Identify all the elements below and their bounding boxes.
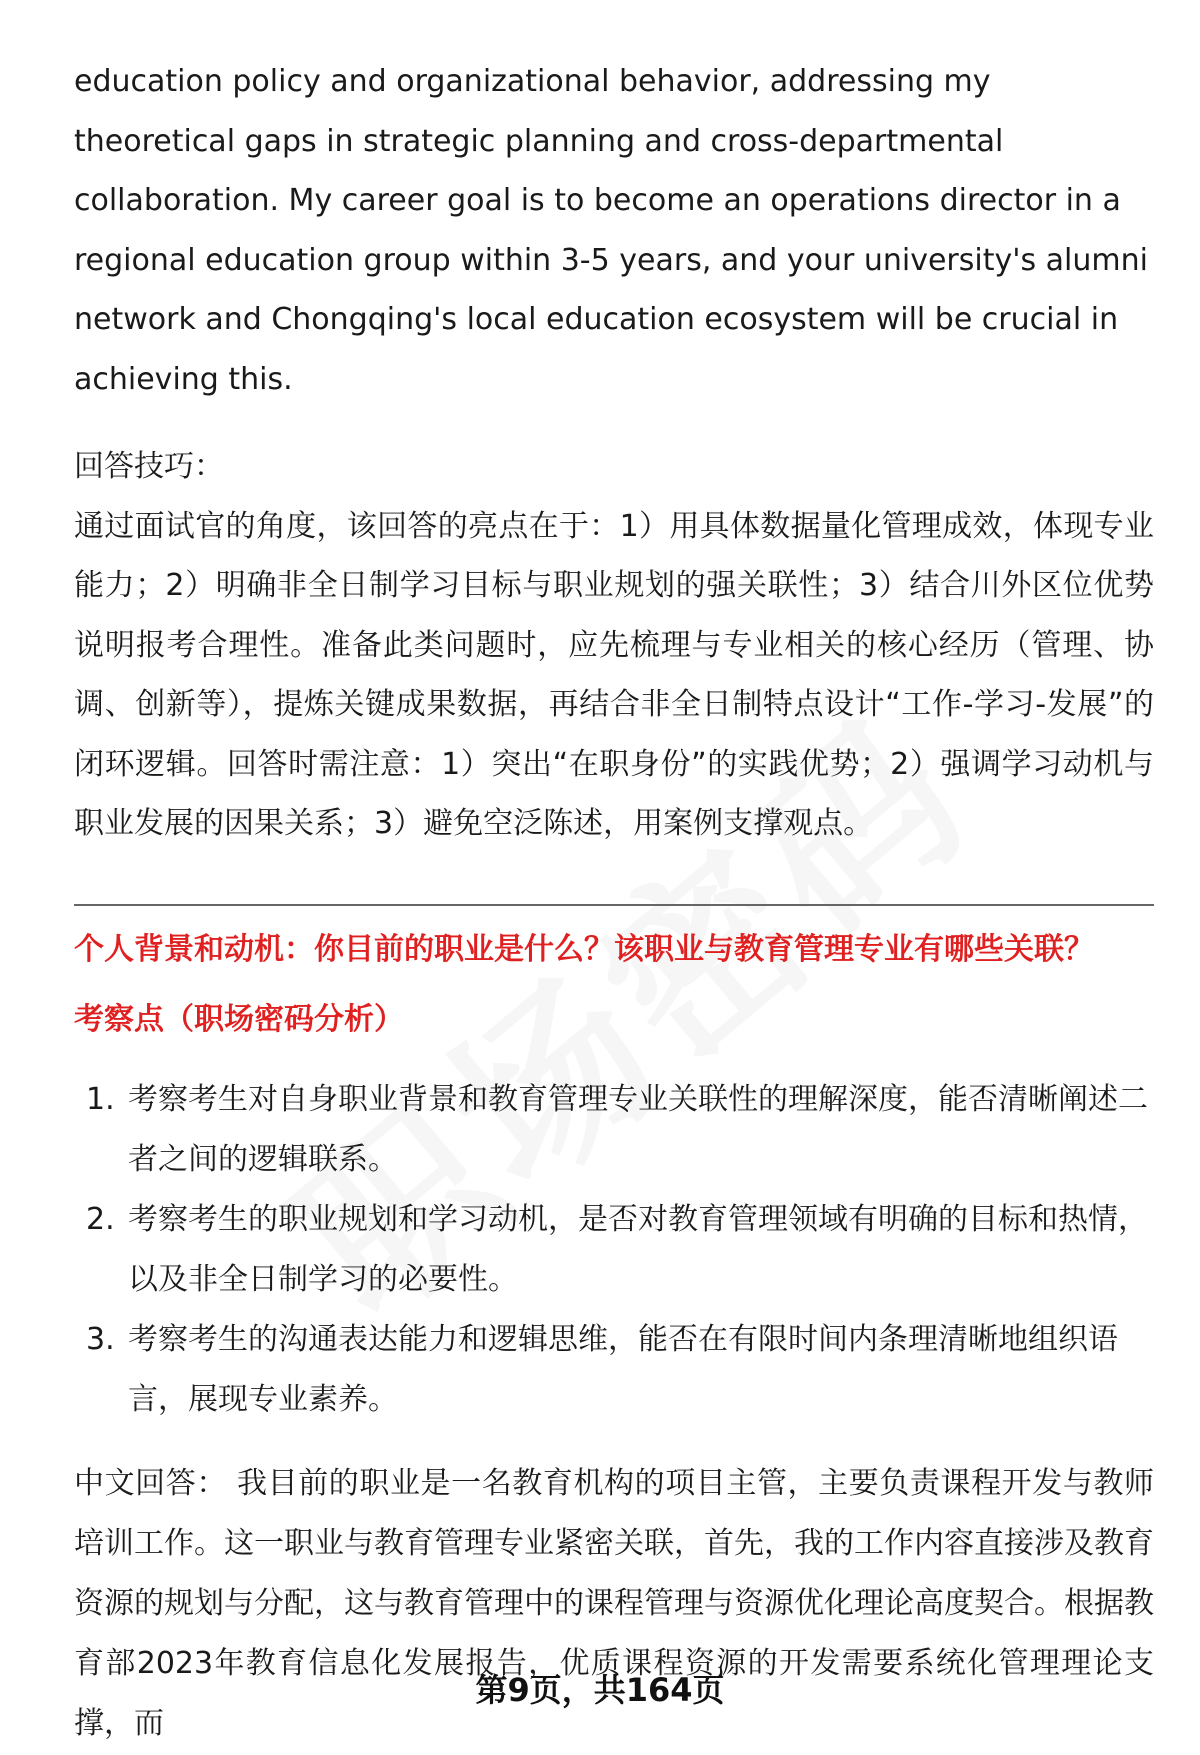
exam-point-number: 3. [86,1321,115,1357]
exam-point-number: 1. [86,1081,115,1117]
chinese-answer-paragraph: 中文回答： 我目前的职业是一名教育机构的项目主管，主要负责课程开发与教师培训工作。这一职业与教育管理专业紧密关联，首先，我的工作内容直接涉及教育资源的规划与分配，这与教育管理中的课程管理与资源优化理论高度契合。根据教育部2023年教育信息化发展报告，优质课程资源的开发需要系统化管理理论支撑，而 [74,1465,1154,1741]
exam-point-number: 2. [86,1201,115,1237]
tips-label: 回答技巧： [74,449,224,484]
document-page [74,52,1154,1754]
exam-point-item [74,1070,1154,1190]
question-heading: 个人背景和动机：你目前的职业是什么？该职业与教育管理专业有哪些关联？ [74,931,1094,967]
exam-point-item [74,1310,1154,1430]
exam-points-title: 考察点（职场密码分析） [74,1001,404,1037]
exam-point-text: 考察考生对自身职业背景和教育管理专业关联性的理解深度，能否清晰阐述二者之间的逻辑联系。 [128,1081,1148,1177]
tips-body: 通过面试官的角度，该回答的亮点在于：1）用具体数据量化管理成效，体现专业能力；2）明确非全日制学习目标与职业规划的强关联性；3）结合川外区位优势说明报考合理性。准备此类问题时，应先梳理与专业相关的核心经历（管理、协调、创新等），提炼关键成果数据，再结合非全日制特点设计“工作-学习-发展”的闭环逻辑。回答时需注意：1）突出“在职身份”的实践优势；2）强调学习动机与职业发展的因果关系；3）避免空泛陈述，用案例支撑观点。 [74,508,1154,841]
exam-point-text: 考察考生的沟通表达能力和逻辑思维，能否在有限时间内条理清晰地组织语言，展现专业素养。 [128,1321,1118,1417]
page-footer: 第9页，共164页 [475,1671,725,1709]
english-answer-paragraph: education policy and organizational behavior, addressing my theoretical gaps in strategic planning and cross-departmental collaboration. My career goal is to become an operations director in a regional education group within 3-5 years, and your university's alumni network and Chongqing's local education ecosystem will be crucial in achieving this. [74,64,1148,397]
exam-points-list [74,1070,1154,1430]
exam-point-text: 考察考生的职业规划和学习动机，是否对教育管理领域有明确的目标和热情，以及非全日制学习的必要性。 [128,1201,1148,1297]
exam-point-item [74,1190,1154,1310]
section-divider [74,904,1154,906]
